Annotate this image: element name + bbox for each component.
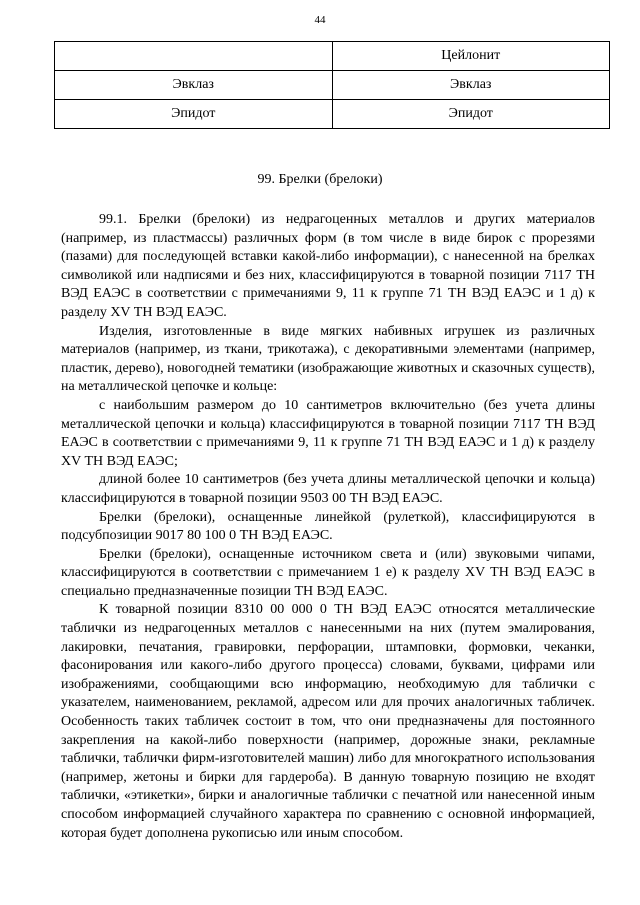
table-cell: Цейлонит (332, 42, 610, 71)
paragraph: с наибольшим размером до 10 сантиметров включительно (без учета длины металлической цепочки и кольца) классифицируются в товарной позиции 7117 ТН ВЭД ЕАЭС в соответствии с примечаниями 9, 11 к группе 71 ТН ВЭД ЕАЭС и 1 д) к разделу XV ТН ВЭД ЕАЭС; (61, 397, 595, 469)
table-cell (55, 42, 333, 71)
table-cell: Эпидот (55, 100, 333, 129)
paragraph: К товарной позиции 8310 00 000 0 ТН ВЭД ЕАЭС относятся металлические таблички из недрагоценных металлов с нанесенными на них (путем эмалирования, лакировки, печатания, гравировки, перфорации, штамповки, формовки, чеканки, фасонирования или какого-либо другого процесса) словами, буквами, цифрами или изображениями, сообщающими всю информацию, необходимую для таблички с указателем, наименованием, рекламой, адресом или для прочих аналогичных табличек. Особенность таких табличек состоит в том, что они предназначены для постоянного закрепления на какой-либо поверхности (например, дорожные знаки, рекламные таблички, таблички фирм-изготовителей машин) либо для многократного использования (например, жетоны и бирки для гардероба). В данную товарную позицию не входят таблички, «этикетки», бирки и аналогичные таблички с печатной или нанесенной иным способом информацией случайного характера по сравнению с основной информацией, которая будет дополнена рукописью или иным способом. (61, 602, 595, 841)
table-row (55, 42, 610, 71)
paragraph: длиной более 10 сантиметров (без учета длины металлической цепочки и кольца) классифицируются в товарной позиции 9503 00 ТН ВЭД ЕАЭС. (61, 472, 595, 506)
table-row (55, 71, 610, 100)
paragraph: Брелки (брелоки), оснащенные источником света и (или) звуковыми чипами, классифицируются в соответствии с примечанием 1 е) к разделу XV ТН ВЭД ЕАЭС в специально предназначенные позиции ТН ВЭД ЕАЭС. (61, 546, 595, 599)
minerals-table (54, 41, 610, 129)
page-number: 44 (314, 14, 326, 26)
table-cell: Эвклаз (332, 71, 610, 100)
table-cell: Эпидот (332, 100, 610, 129)
section-title: 99. Брелки (брелоки) (257, 172, 383, 187)
table-cell: Эвклаз (55, 71, 333, 100)
paragraph: Брелки (брелоки), оснащенные линейкой (рулеткой), классифицируются в подсубпозиции 9017 80 100 0 ТН ВЭД ЕАЭС. (61, 509, 595, 544)
paragraph: 99.1. Брелки (брелоки) из недрагоценных металлов и других материалов (например, из пластмассы) различных форм (в том числе в виде бирок с прорезями (пазами) для последующей вставки какой-либо информации), с нанесенной на брелках символикой или надписями и без них, классифицируются в товарной позиции 7117 ТН ВЭД ЕАЭС в соответствии с примечаниями 9, 11 к группе 71 ТН ВЭД ЕАЭС и 1 д) к разделу XV ТН ВЭД ЕАЭС. (61, 212, 595, 320)
paragraph: Изделия, изготовленные в виде мягких набивных игрушек из различных материалов (например, из ткани, трикотажа), с декоративными элементами (например, пластик, дерево), новогодней тематики (изображающие животных и сказочных существ), на металлической цепочке и кольце: (61, 323, 595, 395)
section-body (61, 211, 595, 843)
table-row (55, 100, 610, 129)
